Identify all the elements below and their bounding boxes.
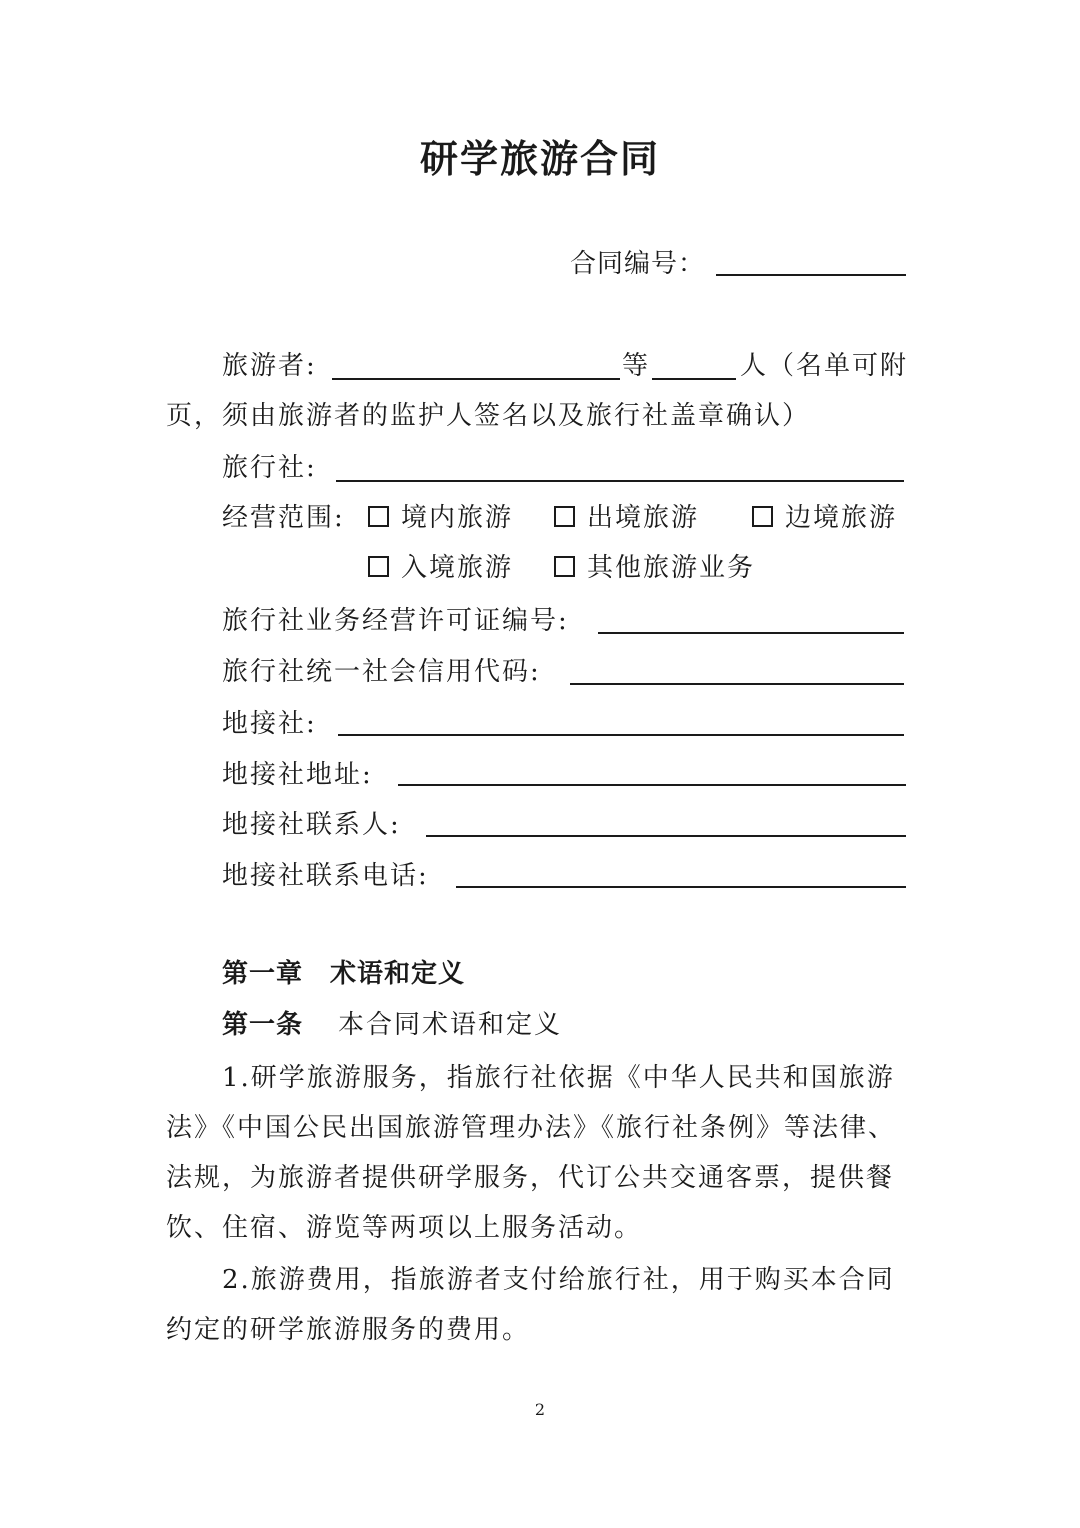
scope-label: 经营范围:	[222, 503, 345, 533]
checkbox-icon[interactable]	[554, 556, 575, 577]
local-contact-label: 地接社联系人:	[222, 810, 401, 840]
traveler-name-field[interactable]	[332, 378, 620, 380]
page-number: 2	[534, 1400, 546, 1419]
paragraph-line: 1.研学旅游服务，指旅行社依据《中华人民共和国旅游	[222, 1063, 895, 1093]
contract-number-label: 合同编号：	[570, 249, 706, 279]
credit-code-field[interactable]	[570, 683, 904, 685]
article-text: 本合同术语和定义	[338, 1010, 563, 1040]
local-agency-label: 地接社:	[222, 709, 317, 739]
checkbox-icon[interactable]	[368, 556, 389, 577]
local-phone-label: 地接社联系电话:	[222, 861, 429, 891]
scope-option-inbound[interactable]	[368, 550, 513, 586]
paragraph-line: 约定的研学旅游服务的费用。	[166, 1315, 531, 1345]
local-contact-field[interactable]	[426, 835, 906, 837]
checkbox-icon[interactable]	[554, 506, 575, 527]
paragraph-line: 法》《中国公民出国旅游管理办法》《旅行社条例》等法律、	[166, 1113, 897, 1143]
scope-option-label: 出境旅游	[587, 503, 700, 533]
traveler-count-prefix: 等	[622, 351, 651, 381]
scope-option-domestic[interactable]	[368, 500, 513, 536]
contract-number-field[interactable]	[716, 274, 906, 276]
scope-option-outbound[interactable]	[554, 500, 699, 536]
paragraph-line: 饮、住宿、游览等两项以上服务活动。	[166, 1213, 643, 1243]
traveler-note: 页，须由旅游者的监护人签名以及旅行社盖章确认）	[166, 401, 811, 431]
scope-option-label: 入境旅游	[401, 553, 514, 583]
traveler-count-suffix: 人（名单可附	[740, 351, 909, 381]
license-field[interactable]	[598, 632, 904, 634]
scope-option-other[interactable]	[554, 550, 755, 586]
local-phone-field[interactable]	[456, 886, 906, 888]
paragraph-line: 法规，为旅游者提供研学服务，代订公共交通客票，提供餐	[166, 1163, 895, 1193]
traveler-label: 旅游者:	[222, 351, 317, 381]
scope-option-label: 其他旅游业务	[587, 553, 756, 583]
page-title: 研学旅游合同	[419, 136, 660, 181]
local-agency-field[interactable]	[338, 734, 904, 736]
local-address-label: 地接社地址:	[222, 760, 373, 790]
agency-field[interactable]	[336, 480, 904, 482]
local-address-field[interactable]	[398, 784, 906, 786]
license-label: 旅行社业务经营许可证编号:	[222, 606, 569, 636]
credit-code-label: 旅行社统一社会信用代码:	[222, 657, 541, 687]
chapter-heading: 第一章 术语和定义	[222, 959, 466, 989]
checkbox-icon[interactable]	[752, 506, 773, 527]
scope-option-label: 边境旅游	[785, 503, 898, 533]
paragraph-line: 2.旅游费用，指旅游者支付给旅行社，用于购买本合同	[222, 1265, 895, 1295]
scope-option-label: 境内旅游	[401, 503, 514, 533]
traveler-count-field[interactable]	[652, 378, 736, 380]
article-title: 第一条	[222, 1010, 304, 1040]
agency-label: 旅行社:	[222, 453, 317, 483]
scope-option-border[interactable]	[752, 500, 897, 536]
checkbox-icon[interactable]	[368, 506, 389, 527]
